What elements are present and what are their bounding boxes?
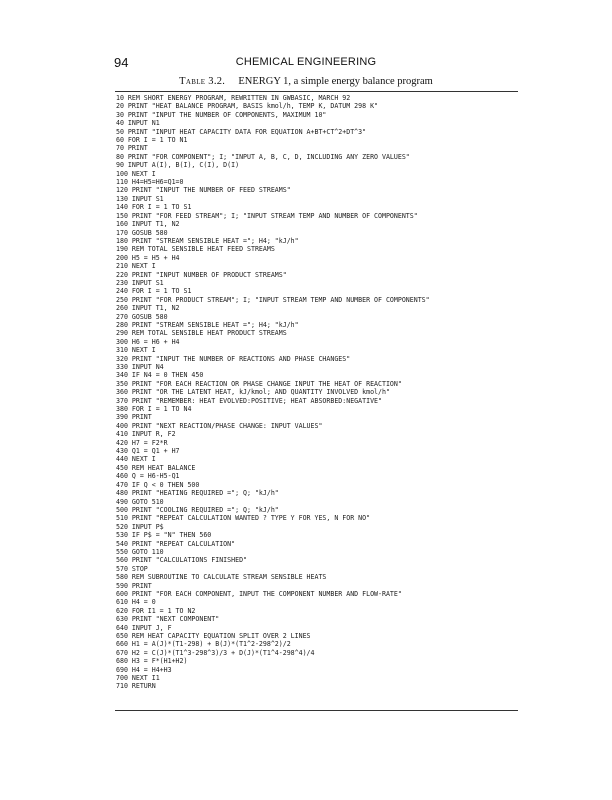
code-line: 40 INPUT N1 <box>116 119 160 128</box>
code-line: 510 PRINT "REPEAT CALCULATION WANTED ? TYPE Y FOR YES, N FOR NO" <box>116 514 371 523</box>
code-line: 360 PRINT "OR THE LATENT HEAT, kJ/kmol; AND QUANTITY INVOLVED kmol/h" <box>116 388 390 397</box>
code-line: 660 H1 = A(J)*(T1-298) + B(J)*(T1^2-298^2)/2 <box>116 640 291 649</box>
code-line: 260 INPUT T1, N2 <box>116 304 180 313</box>
code-line: 470 IF Q < 0 THEN 500 <box>116 480 200 489</box>
code-line: 70 PRINT <box>116 144 148 153</box>
code-line: 270 GOSUB 580 <box>116 312 168 321</box>
code-line: 600 PRINT "FOR EACH COMPONENT, INPUT THE COMPONENT NUMBER AND FLOW-RATE" <box>116 589 402 598</box>
table-title: ENERGY 1, a simple energy balance program <box>238 76 433 87</box>
code-line: 190 REM TOTAL SENSIBLE HEAT FEED STREAMS <box>116 245 275 254</box>
code-line: 180 PRINT "STREAM SENSIBLE HEAT ="; H4; "kJ/h" <box>116 236 299 245</box>
code-line: 250 PRINT "FOR PRODUCT STREAM"; I; "INPUT STREAM TEMP AND NUMBER OF COMPONENTS" <box>116 295 430 304</box>
code-line: 370 PRINT "REMEMBER: HEAT EVOLVED:POSITIVE; HEAT ABSORBED:NEGATIVE" <box>116 396 382 405</box>
code-line: 30 PRINT "INPUT THE NUMBER OF COMPONENTS, MAXIMUM 10" <box>116 110 327 119</box>
code-line: 680 H3 = F*(H1+H2) <box>116 657 188 666</box>
code-line: 200 H5 = H5 + H4 <box>116 253 180 262</box>
code-line: 100 NEXT I <box>116 169 156 178</box>
code-line: 230 INPUT S1 <box>116 278 164 287</box>
code-line: 560 PRINT "CALCULATIONS FINISHED" <box>116 556 248 565</box>
code-line: 400 PRINT "NEXT REACTION/PHASE CHANGE: INPUT VALUES" <box>116 421 323 430</box>
code-line: 420 H7 = F2*R <box>116 438 168 447</box>
code-line: 140 FOR I = 1 TO S1 <box>116 203 192 212</box>
code-line: 240 FOR I = 1 TO S1 <box>116 287 192 296</box>
code-line: 20 PRINT "HEAT BALANCE PROGRAM, BASIS kmol/h, TEMP K, DATUM 298 K" <box>116 102 379 111</box>
code-line: 210 NEXT I <box>116 262 156 271</box>
code-line: 310 NEXT I <box>116 346 156 355</box>
code-line: 60 FOR I = 1 TO N1 <box>116 136 188 145</box>
code-line: 610 H4 = 0 <box>116 598 156 607</box>
code-line: 700 NEXT I1 <box>116 674 160 683</box>
code-line: 380 FOR I = 1 TO N4 <box>116 405 192 414</box>
table-bottom-rule <box>115 710 518 711</box>
code-line: 390 PRINT <box>116 413 152 422</box>
code-line: 10 REM SHORT ENERGY PROGRAM, REWRITTEN IN GWBASIC, MARCH 92 <box>116 94 351 102</box>
code-line: 480 PRINT "HEATING REQUIRED ="; Q; "kJ/h" <box>116 489 279 498</box>
code-line: 150 PRINT "FOR FEED STREAM"; I; "INPUT STREAM TEMP AND NUMBER OF COMPONENTS" <box>116 211 418 220</box>
code-line: 320 PRINT "INPUT THE NUMBER OF REACTIONS AND PHASE CHANGES" <box>116 354 351 363</box>
code-line: 690 H4 = H4+H3 <box>116 665 172 674</box>
code-line: 330 INPUT N4 <box>116 363 164 371</box>
table-top-rule <box>115 91 518 92</box>
code-line: 490 GOTO 510 <box>116 497 164 506</box>
code-listing <box>116 94 518 691</box>
code-line: 440 NEXT I <box>116 455 156 464</box>
table-caption-spacer <box>228 76 236 87</box>
table-caption <box>0 76 612 87</box>
code-line: 450 REM HEAT BALANCE <box>116 463 196 472</box>
code-line: 530 IF P$ = "N" THEN 560 <box>116 531 212 540</box>
code-line: 520 INPUT P$ <box>116 522 164 531</box>
code-line: 500 PRINT "COOLING REQUIRED ="; Q; "kJ/h" <box>116 505 279 514</box>
running-head: CHEMICAL ENGINEERING <box>235 56 377 68</box>
code-line: 570 STOP <box>116 564 148 573</box>
code-line: 620 FOR I1 = 1 TO N2 <box>116 606 196 615</box>
table-label: Table 3.2. <box>179 76 226 87</box>
code-line: 80 PRINT "FOR COMPONENT"; I; "INPUT A, B, C, D, INCLUDING ANY ZERO VALUES" <box>116 152 410 161</box>
code-line: 430 Q1 = Q1 + H7 <box>116 447 180 456</box>
code-line: 640 INPUT J, F <box>116 623 172 632</box>
code-line: 170 GOSUB 580 <box>116 228 168 237</box>
code-line: 120 PRINT "INPUT THE NUMBER OF FEED STREAMS" <box>116 186 291 195</box>
code-line: 130 INPUT S1 <box>116 194 164 203</box>
code-line: 670 H2 = C(J)*(T1^3-298^3)/3 + D(J)*(T1^4-298^4)/4 <box>116 648 315 657</box>
code-line: 710 RETURN <box>116 682 156 691</box>
code-line: 50 PRINT "INPUT HEAT CAPACITY DATA FOR EQUATION A+BT+CT^2+DT^3" <box>116 127 367 136</box>
code-line: 550 GOTO 110 <box>116 547 164 556</box>
code-line: 540 PRINT "REPEAT CALCULATION" <box>116 539 236 548</box>
code-line: 630 PRINT "NEXT COMPONENT" <box>116 615 220 624</box>
code-line: 280 PRINT "STREAM SENSIBLE HEAT ="; H4; "kJ/h" <box>116 320 299 329</box>
code-line: 340 IF N4 = 0 THEN 450 <box>116 371 204 380</box>
code-line: 410 INPUT R, F2 <box>116 430 176 439</box>
code-line: 350 PRINT "FOR EACH REACTION OR PHASE CHANGE INPUT THE HEAT OF REACTION" <box>116 379 402 388</box>
code-line: 650 REM HEAT CAPACITY EQUATION SPLIT OVER 2 LINES <box>116 632 311 640</box>
code-line: 90 INPUT A(I), B(I), C(I), D(I) <box>116 161 240 170</box>
code-line: 290 REM TOTAL SENSIBLE HEAT PRODUCT STREAMS <box>116 329 287 338</box>
code-line: 460 Q = H6-H5-Q1 <box>116 472 180 481</box>
code-line: 580 REM SUBROUTINE TO CALCULATE STREAM SENSIBLE HEATS <box>116 573 327 582</box>
code-line: 160 INPUT T1, N2 <box>116 220 180 229</box>
code-line: 590 PRINT <box>116 581 152 590</box>
page-number: 94 <box>114 55 129 70</box>
code-line: 300 H6 = H6 + H4 <box>116 337 180 346</box>
code-line: 220 PRINT "INPUT NUMBER OF PRODUCT STREAMS" <box>116 270 287 279</box>
code-line: 110 H4=H5=H6=Q1=0 <box>116 178 184 187</box>
